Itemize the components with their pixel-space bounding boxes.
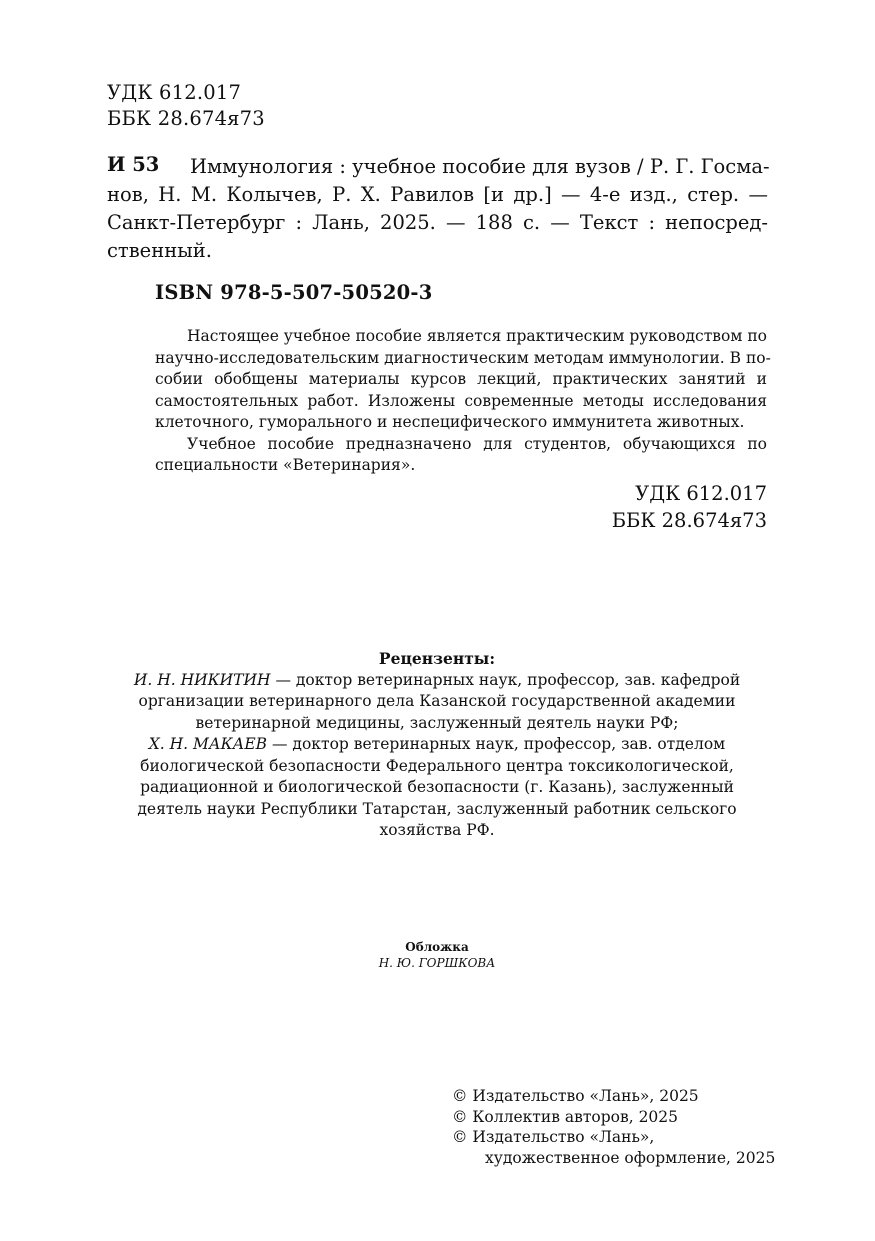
cover-credit — [107, 939, 767, 971]
reviewer-1-text: — доктор ветеринарных наук, профессор, зав. кафедрой — [270, 670, 741, 689]
annotation-line: клеточного, гуморального и неспецифического иммунитета животных. — [155, 413, 745, 431]
reviewer-2 — [107, 734, 767, 756]
annotation-line: специальности «Ветеринария». — [155, 456, 416, 474]
copyright-line: © Коллектив авторов, 2025 — [452, 1107, 679, 1126]
bbk-code: ББК 28.674я73 — [107, 107, 265, 130]
reviewers-title: Рецензенты: — [378, 649, 496, 668]
reviewer-2-name: Х. Н. МАКАЕВ — [148, 735, 268, 753]
biblio-line: Санкт-Петербург : Лань, 2025. — 188 с. — Текст : непосред- — [107, 211, 768, 234]
reviewer-1 — [107, 670, 767, 692]
reviewer-2-line: хозяйства РФ. — [379, 821, 495, 839]
cover-title: Обложка — [405, 940, 469, 954]
reviewer-1-line: ветеринарной медицины, заслуженный деятель науки РФ; — [195, 713, 679, 732]
header-codes — [107, 80, 265, 132]
biblio-line: Иммунология : учебное пособие для вузов / Р. Г. Госма- — [190, 155, 770, 178]
annotation-line: научно-исследовательским диагностическим методам иммунологии. В по- — [155, 348, 771, 367]
reviewer-2-line: радиационной и биологической безопасности (г. Казань), заслуженный — [140, 778, 734, 796]
copyright-line: художественное оформление, 2025 — [485, 1148, 776, 1167]
reviewer-2-text: — доктор ветеринарных наук, профессор, зав. отделом — [267, 735, 726, 753]
reviewers-block — [107, 648, 767, 842]
isbn: ISBN 978-5-507-50520-3 — [155, 281, 433, 304]
reviewer-2-line: деятель науки Республики Татарстан, заслуженный работник сельского — [137, 799, 737, 818]
annotation — [155, 326, 771, 477]
author-mark: И 53 — [107, 153, 160, 176]
cover-designer: Н. Ю. ГОРШКОВА — [378, 956, 496, 970]
udk-code: УДК 612.017 — [635, 482, 767, 505]
bbk-code: ББК 28.674я73 — [611, 509, 767, 532]
annotation-line: Настоящее учебное пособие является практическим руководством по — [187, 327, 767, 345]
annotation-line: собии обобщены материалы курсов лекций, практических занятий и — [155, 370, 767, 388]
copyright-line: © Издательство «Лань», 2025 — [452, 1087, 699, 1105]
biblio-line: ственный. — [107, 239, 212, 262]
annotation-line: Учебное пособие предназначено для студентов, обучающихся по — [187, 434, 767, 453]
copyright-line: © Издательство «Лань», — [452, 1128, 655, 1146]
annotation-line: самостоятельных работ. Изложены современные методы исследования — [155, 391, 767, 410]
biblio-line: нов, Н. М. Колычев, Р. Х. Равилов [и др.] — 4-е изд., стер. — — [107, 183, 768, 206]
footer-codes — [612, 480, 767, 534]
reviewer-2-line: биологической безопасности Федерального центра токсикологической, — [140, 756, 734, 775]
udk-code: УДК 612.017 — [107, 81, 242, 104]
reviewer-1-line: организации ветеринарного дела Казанской государственной академии — [138, 692, 736, 710]
copyright-block — [452, 1086, 775, 1168]
reviewer-1-name: И. Н. НИКИТИН — [133, 670, 271, 689]
